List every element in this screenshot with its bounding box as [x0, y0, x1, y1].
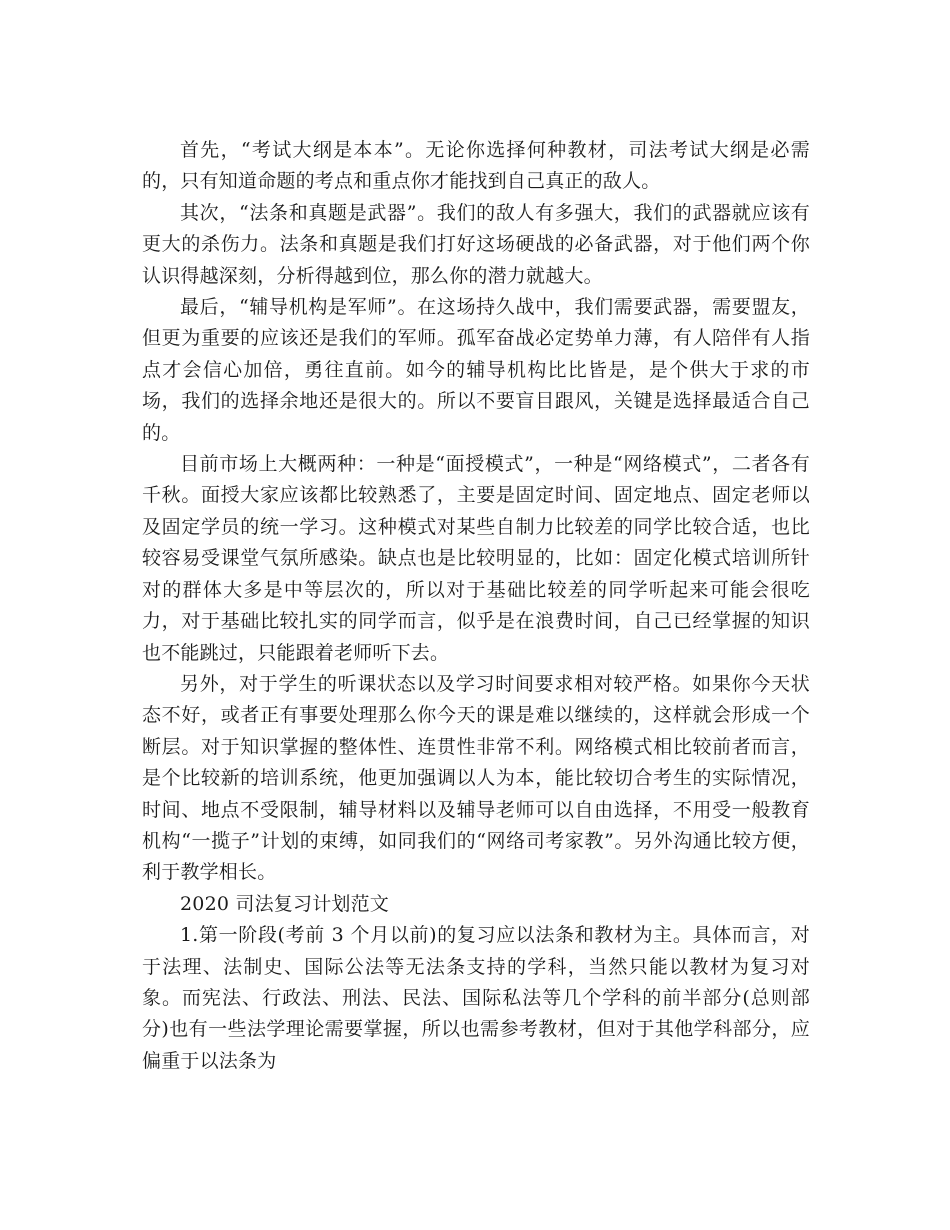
paragraph-teaching-modes: 目前市场上大概两种：一种是“面授模式”，一种是“网络模式”，二者各有千秋。面授大家应该都比较熟悉了，主要是固定时间、固定地点、固定老师以及固定学员的统一学习。这种模式对某些自制力比较差的同学比较合适，也比较容易受课堂气氛所感染。缺点也是比较明显的，比如：固定化模式培训所针对的群体大多是中等层次的，所以对于基础比较差的同学听起来可能会很吃力，对于基础比较扎实的同学而言，似乎是在浪费时间，自己已经掌握的知识也不能跳过，只能跟着老师听下去。 — [142, 453, 810, 664]
paragraph-tutoring-agency: 最后，“辅导机构是军师”。在这场持久战中，我们需要武器，需要盟友，但更为重要的应该还是我们的军师。孤军奋战必定势单力薄，有人陪伴有人指点才会信心加倍，勇往直前。如今的辅导机构比比皆是，是个供大于求的市场，我们的选择余地还是很大的。所以不要盲目跟风，关键是选择最适合自己的。 — [142, 296, 810, 444]
paragraph-online-mode: 另外，对于学生的听课状态以及学习时间要求相对较严格。如果你今天状态不好，或者正有事要处理那么你今天的课是难以继续的，这样就会形成一个断层。对于知识掌握的整体性、连贯性非常不利。网络模式相比较前者而言，是个比较新的培训系统，他更加强调以人为本，能比较切合考生的实际情况，时间、地点不受限制，辅导材料以及辅导老师可以自由选择，不用受一般教育机构“一揽子”计划的束缚，如同我们的“网络司考家教”。另外沟通比较方便，利于教学相长。 — [142, 672, 810, 884]
paragraph-first-stage: 1.第一阶段(考前 3 个月以前)的复习应以法条和教材为主。具体而言，对于法理、法制史、国际公法等无法条支持的学科，当然只能以教材为复习对象。而宪法、行政法、刑法、民法、国际私法等几个学科的前半部分(总则部分)也有一些法学理论需要掌握，所以也需参考教材，但对于其他学科部分，应偏重于以法条为 — [142, 924, 810, 1072]
document-body — [142, 135, 810, 1077]
paragraph-laws-and-questions: 其次，“法条和真题是武器”。我们的敌人有多强大，我们的武器就应该有更大的杀伤力。法条和真题是我们打好这场硬战的必备武器，对于他们两个你认识得越深刻，分析得越到位，那么你的潜力就越大。 — [142, 201, 810, 287]
section-heading: 2020 司法复习计划范文 — [180, 892, 389, 915]
paragraph-exam-outline: 首先，“考试大纲是本本”。无论你选择何种教材，司法考试大纲是必需的，只有知道命题的考点和重点你才能找到自己真正的敌人。 — [142, 139, 810, 193]
